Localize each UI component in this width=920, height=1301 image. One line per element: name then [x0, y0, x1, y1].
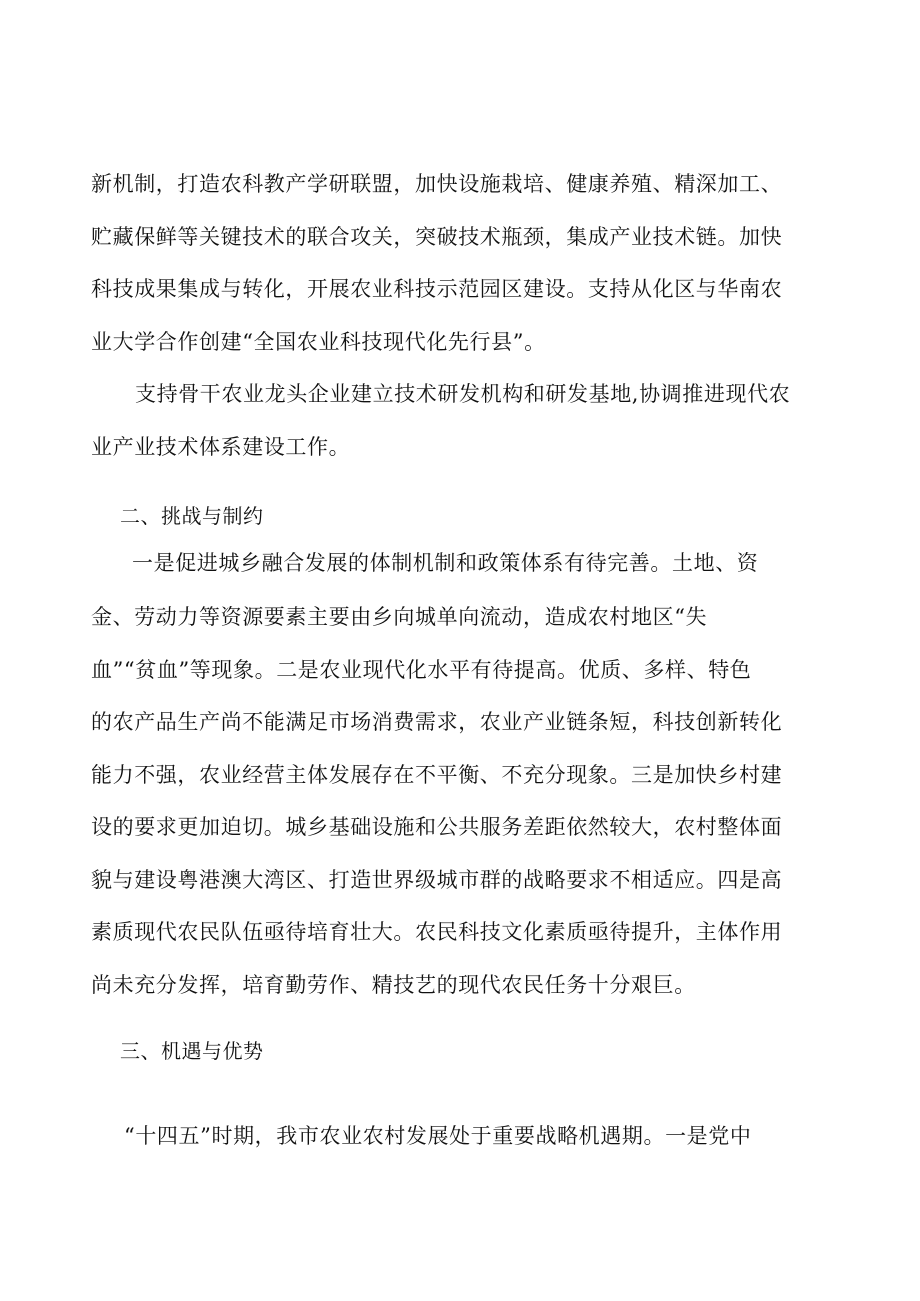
paragraph-line: 貌与建设粤港澳大湾区、打造世界级城市群的战略要求不相适应。四是高: [91, 868, 783, 892]
paragraph-line: 素质现代农民队伍亟待培育壮大。农民科技文化素质亟待提升，主体作用: [91, 920, 783, 944]
paragraph-line: 支持骨干农业龙头企业建立技术研发机构和研发基地,协调推进现代农: [135, 382, 791, 406]
paragraph-line: 金、劳动力等资源要素主要由乡向城单向流动，造成农村地区“失: [91, 605, 708, 629]
section-heading: 三、机遇与优势: [120, 1039, 264, 1063]
paragraph-line: “十四五”时期，我市农业农村发展处于重要战略机遇期。一是党中: [124, 1124, 752, 1148]
paragraph-line: 的农产品生产尚不能满足市场消费需求，农业产业链条短，科技创新转化: [91, 710, 783, 734]
paragraph-line: 一是促进城乡融合发展的体制机制和政策体系有待完善。土地、资: [132, 551, 759, 575]
paragraph-line: 科技成果集成与转化，开展农业科技示范园区建设。支持从化区与华南农: [91, 277, 783, 301]
paragraph-line: 尚未充分发挥，培育勤劳作、精技艺的现代农民任务十分艰巨。: [91, 973, 696, 997]
paragraph-line: 血”“贫血”等现象。二是农业现代化水平有待提高。优质、多样、特色: [91, 658, 752, 682]
paragraph-line: 业产业技术体系建设工作。: [91, 435, 351, 459]
paragraph-line: 业大学合作创建“全国农业科技现代化先行县”。: [91, 330, 546, 354]
paragraph-line: 新机制，打造农科教产学研联盟，加快设施栽培、健康养殖、精深加工、: [91, 172, 783, 196]
paragraph-line: 贮藏保鲜等关键技术的联合攻关，突破技术瓶颈，集成产业技术链。加快: [91, 225, 783, 249]
paragraph-line: 设的要求更加迫切。城乡基础设施和公共服务差距依然较大，农村整体面: [91, 815, 783, 839]
paragraph-line: 能力不强，农业经营主体发展存在不平衡、不充分现象。三是加快乡村建: [91, 763, 783, 787]
section-heading: 二、挑战与制约: [120, 504, 264, 528]
